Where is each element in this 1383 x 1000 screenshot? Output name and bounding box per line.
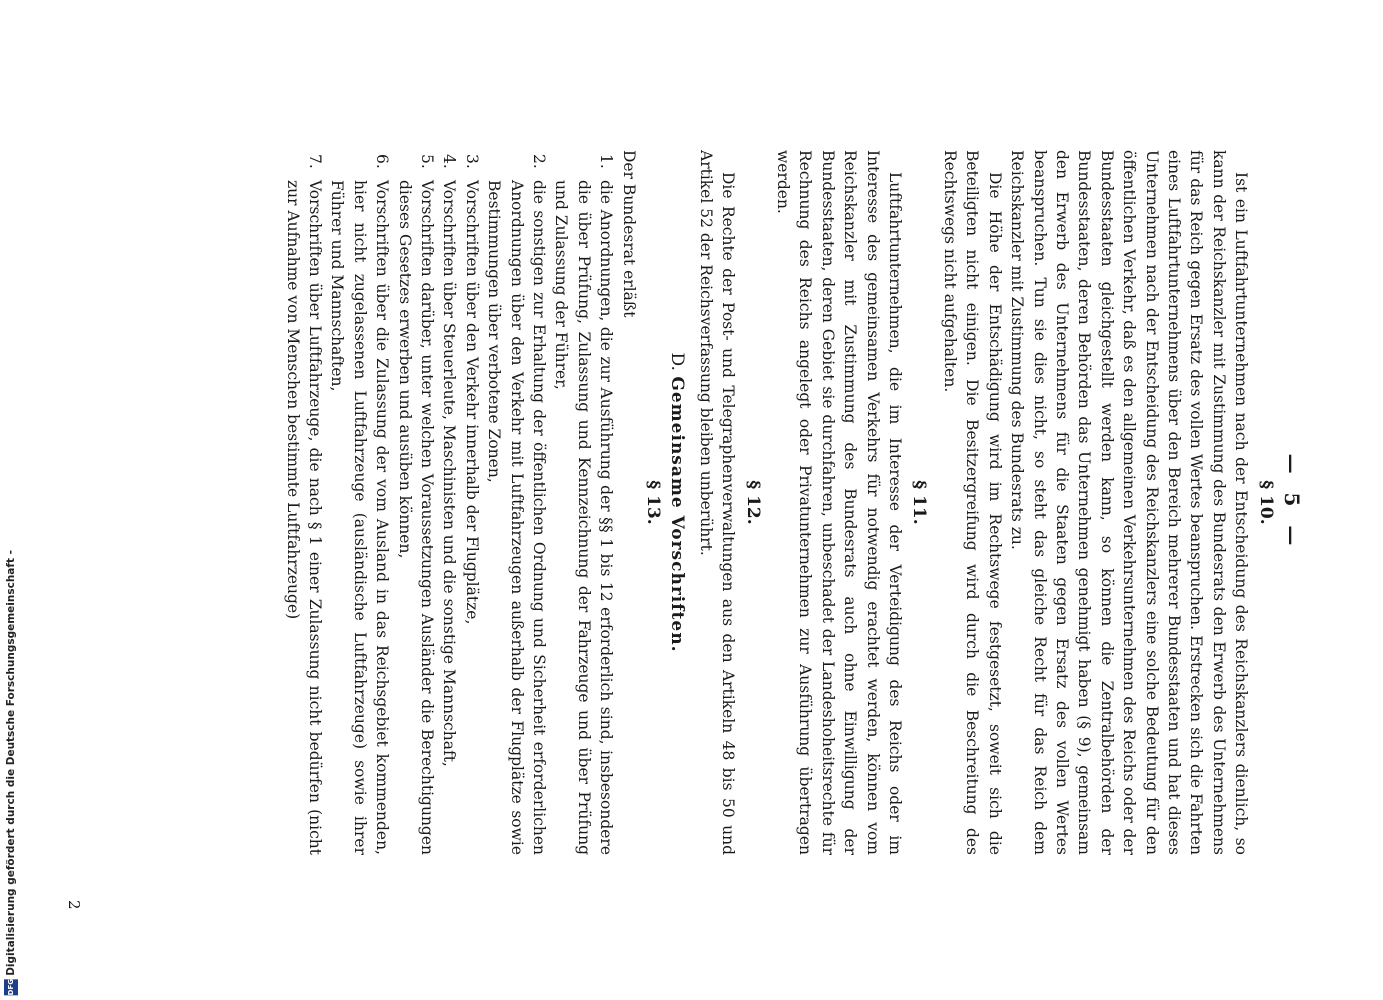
list-item-text: die sonstigen zur Erhaltung der öffentlichen Ordnung und Sicherheit erforderlichen Anordnungen über den Verkehr mit Luftfahrzeugen außerhalb der Flugplätze sowie Bestimmungen über verbotene Zonen, bbox=[485, 180, 548, 855]
section-11-paragraph-1: Luftfahrtunternehmen, die im Interesse der Verteidigung des Reichs oder im Interesse des gemeinsamen Verkehrs für notwendig erachtet werden, können vom Reichskanzler mit Zustimmung des Bundesrats auch ohne Einwilligung der Bundesstaaten, deren Gebiet sie durchfahren, unbeschadet der Landeshoheitsrechte für Rechnung des Reichs angelegt oder Privatunternehmen zur Ausführung übertragen werden. bbox=[774, 150, 905, 855]
section-13-heading: § 13. bbox=[643, 480, 664, 525]
list-item-number: 5. bbox=[417, 154, 436, 169]
page-content bbox=[281, 150, 1303, 855]
section-13-intro: Der Bundesrat erläßt bbox=[619, 150, 638, 318]
list-item bbox=[483, 150, 550, 855]
list-item-text: Vorschriften darüber, unter welchen Voraussetzungen Ausländer die Berechtigungen dieses Gesetzes erwerben und ausüben können, bbox=[395, 180, 436, 855]
list-item-text: die Anordnungen, die zur Ausführung der §§ 1 bis 12 erforderlich sind, insbesondere die über Prüfung, Zulassung und Kennzeichnung der Fahrzeuge und über Prüfung und Zulassung der Führer, bbox=[552, 180, 616, 855]
footer-text: Digitalisierung gefördert durch die Deutsche Forschungsgemeinschaft - bbox=[5, 549, 17, 976]
list-item bbox=[393, 150, 438, 855]
digitization-footer bbox=[0, 549, 22, 1000]
section-10-heading: § 10. bbox=[1255, 480, 1276, 525]
list-item-text: Vorschriften über Steuerleute, Maschinisten und die sonstige Mannschaft, bbox=[440, 180, 459, 767]
list-item bbox=[326, 150, 393, 855]
section-13-list bbox=[281, 150, 617, 855]
list-item bbox=[438, 150, 460, 855]
list-item-number: 7. bbox=[305, 154, 324, 169]
list-item-number: 4. bbox=[440, 154, 459, 169]
page-number: — 5 — bbox=[1280, 453, 1304, 552]
dfg-logo-icon: DFG bbox=[4, 979, 18, 995]
part-d-name: Gemeinsame Vorschriften. bbox=[667, 376, 688, 653]
section-10-paragraph-1: Ist ein Luftfahrtunternehmen nach der Entscheidung des Reichskanzlers dienlich, so kann der Reichskanzler mit Zustimmung des Bundesrats den Erwerb des Unternehmens für das Reich gegen Ersatz des vollen Wertes beanspruchen. Erstrecken sich die Fahrten eines Luftfahrtunternehmens über den Bereich mehrerer Bundesstaaten und hat dieses Unternehmen nach der Entscheidung des Reichskanzlers eine solche Bedeutung für den öffentlichen Verkehr, daß es den allgemeinen Verkehrsunternehmen des Reichs oder der Bundesstaaten gleichgestellt werden kann, so können die Zentralbehörden der Bundesstaaten, deren Behörden das Unternehmen genehmigt haben (§ 9), gemeinsam den Erwerb des Unternehmens für die Staaten gegen Ersatz des vollen Wertes beanspruchen. Tun sie dies nicht, so steht das gleiche Recht für das Reich dem Reichskanzler mit Zustimmung des Bundesrats zu. bbox=[1008, 150, 1251, 855]
section-10-paragraph-2: Die Höhe der Entschädigung wird im Rechtswege festgesetzt, soweit sich die Beteiligten nicht einigen. Die Besitzergreifung wird durch die Beschreitung des Rechtswegs nicht aufgehalten. bbox=[940, 150, 1004, 855]
section-12-heading: § 12. bbox=[742, 480, 763, 525]
list-item-number: 1. bbox=[597, 154, 616, 169]
list-item-number: 6. bbox=[373, 154, 392, 169]
list-item bbox=[281, 150, 326, 855]
list-item-text: Vorschriften über die Zulassung der vom Ausland in das Reichsgebiet kommenden, hier nicht zugelassenen Luftfahrzeuge (ausländische Luftfahrzeuge) sowie ihrer Führer und Mannschaften, bbox=[328, 180, 392, 855]
section-11-heading: § 11. bbox=[909, 480, 930, 525]
list-item-number: 2. bbox=[530, 154, 548, 169]
signature-mark: 2 bbox=[65, 900, 83, 910]
part-d-letter: D. bbox=[667, 352, 688, 371]
list-item-number: 3. bbox=[462, 154, 481, 169]
list-item bbox=[460, 150, 482, 855]
list-item bbox=[550, 150, 617, 855]
list-item-text: Vorschriften über den Verkehr innerhalb der Flugplätze, bbox=[462, 180, 481, 625]
part-d-title bbox=[666, 150, 688, 855]
list-item-text: Vorschriften über Luftfahrzeuge, die nach § 1 einer Zulassung nicht bedürfen (nicht zur Aufnahme von Menschen bestimmte Luftfahrzeuge) bbox=[283, 180, 324, 855]
section-12-paragraph-1: Die Rechte der Post- und Telegraphenverwaltungen aus den Artikeln 48 bis 50 und Artikel 52 der Reichsverfassung bleiben unberührt. bbox=[696, 150, 738, 855]
